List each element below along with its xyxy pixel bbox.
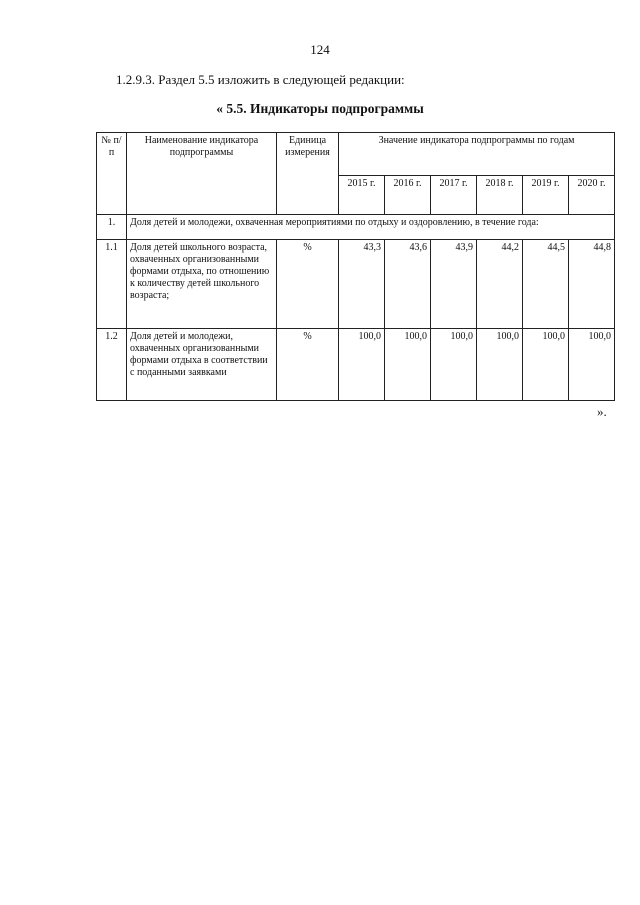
row-value: 44,5 <box>523 240 569 329</box>
row-value: 43,3 <box>339 240 385 329</box>
header-year: 2020 г. <box>569 176 615 215</box>
indicators-table <box>96 132 615 401</box>
header-year: 2015 г. <box>339 176 385 215</box>
header-values: Значение индикатора подпрограммы по годам <box>339 133 615 176</box>
row-value: 44,8 <box>569 240 615 329</box>
row-num: 1.1 <box>97 240 127 329</box>
header-year: 2019 г. <box>523 176 569 215</box>
row-value: 100,0 <box>431 329 477 401</box>
table-row <box>97 240 615 329</box>
page-number: 124 <box>310 42 330 57</box>
row-name: Доля детей и молодежи, охваченных организованными формами отдыха в соответствии с поданными заявками <box>127 329 277 401</box>
row-num: 1.2 <box>97 329 127 401</box>
header-year: 2016 г. <box>385 176 431 215</box>
header-num: № п/п <box>97 133 127 215</box>
closing-quote: ». <box>597 404 607 419</box>
group-num: 1. <box>97 215 127 240</box>
table-row <box>97 329 615 401</box>
group-label: Доля детей и молодежи, охваченная мероприятиями по отдыху и оздоровлению, в течение года: <box>127 215 615 240</box>
row-value: 43,6 <box>385 240 431 329</box>
row-value: 100,0 <box>569 329 615 401</box>
header-unit: Единица измерения <box>277 133 339 215</box>
header-year: 2018 г. <box>477 176 523 215</box>
row-value: 44,2 <box>477 240 523 329</box>
row-value: 100,0 <box>385 329 431 401</box>
row-value: 100,0 <box>339 329 385 401</box>
section-title: « 5.5. Индикаторы подпрограммы <box>216 101 424 116</box>
table-group-row <box>97 215 615 240</box>
intro-paragraph: 1.2.9.3. Раздел 5.5 изложить в следующей редакции: <box>116 72 405 87</box>
row-unit: % <box>277 240 339 329</box>
header-year: 2017 г. <box>431 176 477 215</box>
table-header-row <box>97 133 615 176</box>
row-unit: % <box>277 329 339 401</box>
row-name: Доля детей школьного возраста, охваченных организованными формами отдыха, по отношению к количеству детей школьного возраста; <box>127 240 277 329</box>
row-value: 100,0 <box>477 329 523 401</box>
row-value: 43,9 <box>431 240 477 329</box>
row-value: 100,0 <box>523 329 569 401</box>
header-name: Наименование индикатора подпрограммы <box>127 133 277 215</box>
